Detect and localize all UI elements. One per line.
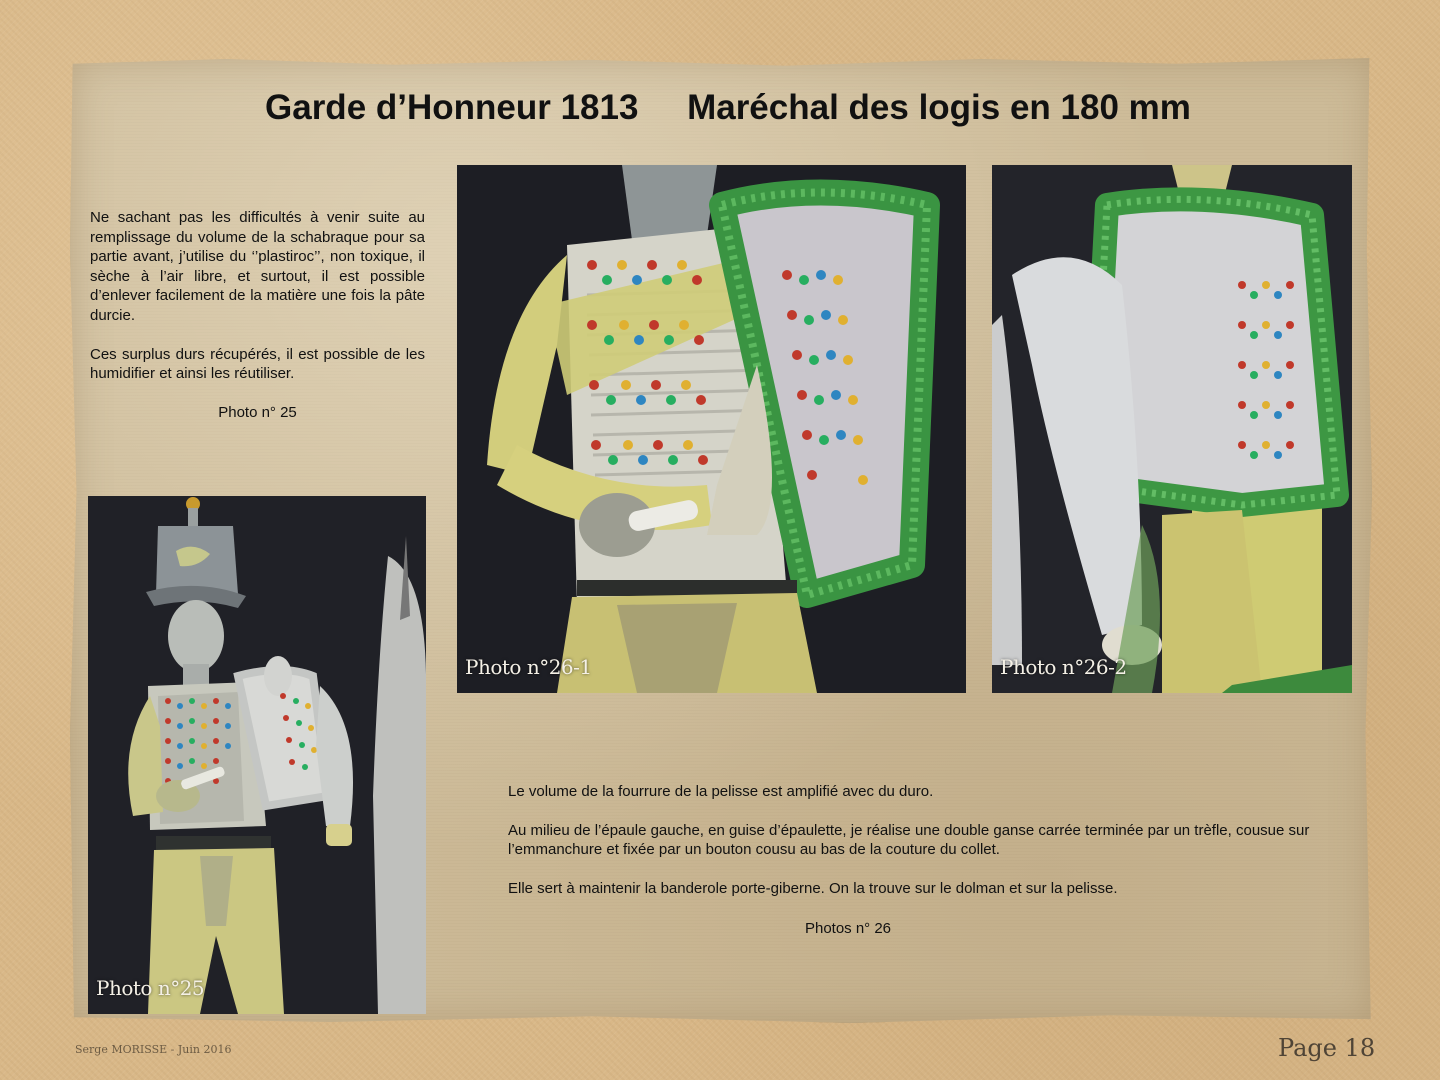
photo-25-image xyxy=(88,496,426,1014)
left-paragraph-2: Ces surplus durs récupérés, il est possible de les humidifier et ainsi les réutiliser. xyxy=(90,345,425,383)
footer-author: Serge MORISSE - Juin 2016 xyxy=(75,1043,232,1056)
left-paragraph-1: Ne sachant pas les difficultés à venir suite au remplissage du volume de la schabraque pour sa partie avant, j’utilise du ‘’plastiroc’’, non toxique, il sèche à l’air libre, et surtout, il est possible d’enlever facilement de la matière une fois la pâte durcie. xyxy=(90,209,425,324)
right-paragraph-1: Le volume de la fourrure de la pelisse est amplifié avec du duro. xyxy=(508,783,934,800)
left-text-block xyxy=(90,208,425,403)
right-paragraph-3: Elle sert à maintenir la banderole porte-giberne. On la trouve sur le dolman et sur la pelisse. xyxy=(508,879,1118,897)
photo-26-2-image xyxy=(992,165,1352,693)
photos-26-caption: Photos n° 26 xyxy=(804,920,892,937)
photo-26-1-label: Photo n°26-1 xyxy=(465,655,592,679)
photo-25-caption: Photo n° 25 xyxy=(218,404,297,421)
photo-25-label: Photo n°25 xyxy=(96,976,205,1000)
photo-26-2-label: Photo n°26-2 xyxy=(1000,655,1127,679)
page-number: Page 18 xyxy=(1278,1034,1376,1062)
photo-26-1 xyxy=(457,165,966,693)
right-text-block xyxy=(508,782,1318,917)
page-title: Garde d’Honneur 1813 Maréchal des logis en 180 mm xyxy=(265,88,1191,127)
photo-26-2 xyxy=(992,165,1352,693)
right-paragraph-2: Au milieu de l’épaule gauche, en guise d’épaulette, je réalise une double ganse carrée terminée par un trèfle, cousue sur l’emmanchure et fixée par un bouton cousu au bas de la couture du collet. xyxy=(508,821,1310,859)
photo-26-1-image xyxy=(457,165,966,693)
photo-25 xyxy=(88,496,426,1014)
